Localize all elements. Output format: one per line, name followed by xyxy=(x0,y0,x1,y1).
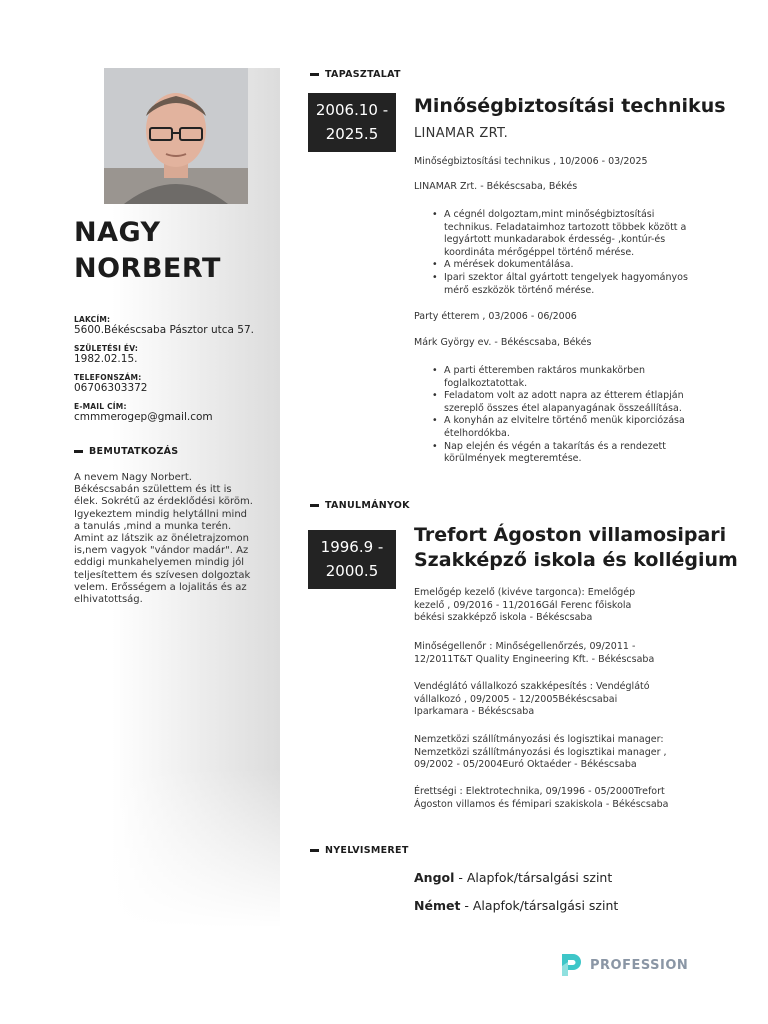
name-first: NAGY xyxy=(74,217,161,248)
contact-block xyxy=(74,315,274,431)
list-item: • A parti étteremben raktáros munkakörben foglalkoztatottak. xyxy=(432,365,694,390)
birth-year-value: 1982.02.15. xyxy=(74,353,138,365)
address-value: 5600.Békéscsaba Pásztor utca 57. xyxy=(74,324,254,336)
experience-entry2-bullets xyxy=(432,365,694,466)
experience-entry1-line: Minőségbiztosítási technikus , 10/2006 - 03/2025 xyxy=(414,156,648,167)
list-item: • A konyhán az elvitelre történő menük kiporciózása ételhordókba. xyxy=(432,415,694,440)
list-item: • A cégnél dolgoztam,mint minőségbiztosítási technikus. Feladataimhoz tartozott többek között a legyártott munkadarabok érdesség- ,kontúr-és koordináta mérőgéppel történő mérése. xyxy=(432,209,694,259)
education-item: Nemzetközi szállítmányozási és logisztikai manager: Nemzetközi szállítmányozási és logisztikai manager , 09/2002 - 05/2004Euró Oktaéder - Békéscsaba xyxy=(414,734,667,771)
experience-date-box xyxy=(308,93,396,152)
language-level: - Alapfok/társalgási szint xyxy=(460,898,619,913)
intro-text: A nevem Nagy Norbert. Békéscsabán születtem és itt is élek. Sokrétű az érdeklődési köröm. Igyekeztem mindig helytállni mind a tanulás ,mind a munka terén. Amint az látszik az önéletrajzomon is,nem vagyok "vándor madár". Az eddigi munkahelyemen mindig jól teljesítettem és szívesen dolgoztak velem. Erősségem a lojalitás és az elhivatottság. xyxy=(74,472,253,606)
language-item xyxy=(414,870,612,885)
education-item: Vendéglátó vállalkozó szakképesítés : Vendéglátó vállalkozó , 09/2005 - 12/2005Békéscsabai Iparkamara - Békéscsaba xyxy=(414,681,650,718)
profile-photo xyxy=(104,68,248,204)
education-item: Minőségellenőr : Minőségellenőrzés, 09/2011 - 12/2011T&T Quality Engineering Kft. - Békéscsaba xyxy=(414,641,655,665)
language-name: Angol xyxy=(414,870,455,885)
language-item xyxy=(414,898,618,913)
email-label: E-MAIL CÍM: xyxy=(74,402,127,411)
experience-entry1-bullets xyxy=(432,209,694,297)
experience-entry2-place: Márk György ev. - Békéscsaba, Békés xyxy=(414,337,592,348)
section-dash-icon xyxy=(310,73,319,76)
section-dash-icon xyxy=(310,504,319,507)
logo-text: PROFESSION xyxy=(590,957,689,973)
list-item: • Ipari szektor által gyártott tengelyek hagyományos mérő eszközök történő mérése. xyxy=(432,272,694,297)
education-section-title: TANULMÁNYOK xyxy=(310,500,410,511)
experience-title: Minőségbiztosítási technikus xyxy=(414,95,726,117)
experience-date-start: 2006.10 - xyxy=(315,101,389,119)
education-date-start: 1996.9 - xyxy=(320,538,384,556)
phone-value: 06706303372 xyxy=(74,382,148,394)
name-last: NORBERT xyxy=(74,253,221,284)
email-value: cmmmerogep@gmail.com xyxy=(74,411,213,423)
candidate-name xyxy=(74,215,274,287)
education-item: Emelőgép kezelő (kivéve targonca): Emelőgép kezelő , 09/2016 - 11/2016Gál Ferenc főiskola békési szakképző iskola - Békéscsaba xyxy=(414,587,636,624)
experience-date-end: 2025.5 xyxy=(325,125,379,143)
experience-entry1-place: LINAMAR Zrt. - Békéscsaba, Békés xyxy=(414,181,578,192)
section-dash-icon xyxy=(310,849,319,852)
profession-p-logo-icon xyxy=(558,952,584,978)
experience-section-title: TAPASZTALAT xyxy=(310,69,401,80)
education-date-end: 2000.5 xyxy=(325,562,379,580)
section-dash-icon xyxy=(74,450,83,453)
address-label: LAKCÍM: xyxy=(74,315,111,324)
list-item: • A mérések dokumentálása. xyxy=(432,259,694,272)
list-item: • Feladatom volt az adott napra az étterem étlapján szereplő összes étel alapanyagának összeállítása. xyxy=(432,390,694,415)
intro-section-title: BEMUTATKOZÁS xyxy=(74,446,178,457)
education-date-box xyxy=(308,530,396,589)
list-item: • Nap elején és végén a takarítás és a rendezett körülmények megteremtése. xyxy=(432,441,694,466)
profession-logo xyxy=(558,952,688,978)
experience-company: LINAMAR ZRT. xyxy=(414,126,509,141)
education-item: Érettségi : Elektrotechnika, 09/1996 - 05/2000Trefort Ágoston villamos és fémipari szakiskola - Békéscsaba xyxy=(414,786,669,810)
experience-entry2-line: Party étterem , 03/2006 - 06/2006 xyxy=(414,311,577,322)
birth-year-label: SZÜLETÉSI ÉV: xyxy=(74,344,139,353)
education-title: Trefort Ágoston villamosipari Szakképző iskola és kollégium xyxy=(414,524,738,571)
language-name: Német xyxy=(414,898,461,913)
languages-section-title: NYELVISMERET xyxy=(310,845,409,856)
phone-label: TELEFONSZÁM: xyxy=(74,373,142,382)
language-level: - Alapfok/társalgási szint xyxy=(454,870,613,885)
